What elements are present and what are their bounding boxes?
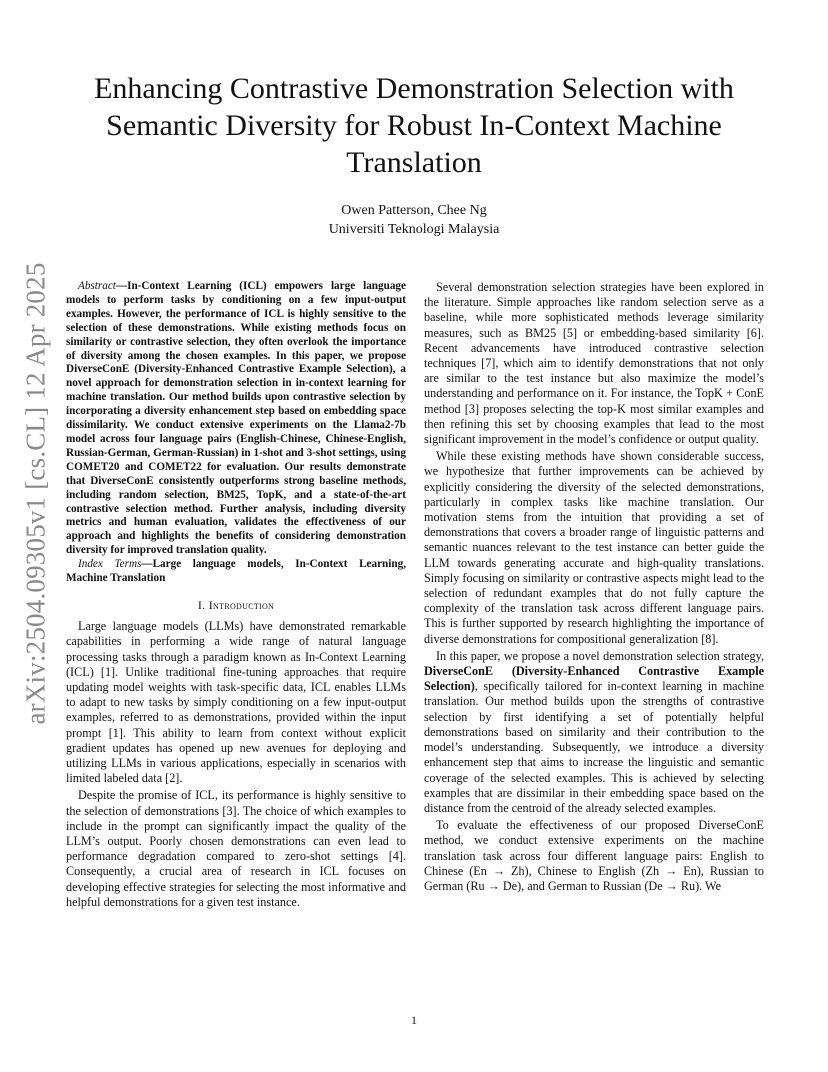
left-column: [66, 280, 406, 910]
paper-title: Enhancing Contrastive Demonstration Selection with Semantic Diversity for Robust In-Context Machine Translation: [94, 72, 734, 179]
body-paragraph-1: Several demonstration selection strategies have been explored in the literature. Simple approaches like random selection serve as a baseline, while more sophisticated methods leverage similarity measures, such as BM25 [5] or embedding-based similarity [6]. Recent advancements have introduced contrastive selection techniques [7], which aim to identify demonstrations that not only are similar to the test instance but also maximize the model’s understanding and performance on it. For instance, the TopK + ConE method [3] proposes selecting the top-K most similar examples and then refining this set by choosing examples that lead to the most significant improvement in the model’s confidence or output quality.: [424, 280, 764, 447]
index-terms-text: —Large language models, In-Context Learning, Machine Translation: [66, 558, 406, 585]
page-number: 1: [411, 1013, 417, 1027]
right-column: [424, 280, 764, 894]
abstract: [66, 280, 406, 558]
paragraph-3-rest: , specifically tailored for in-context learning in machine translation. Our method builds upon the strengths of contrastive selection by first identifying a set of potentially helpful demonstrations based on similarity and their contribution to the model’s understanding. Subsequently, we introduce a diversity enhancement step that aims to increase the linguistic and semantic coverage of the selected examples. This is achieved by selecting examples that are dissimilar in their embedding space based on the distance from the centroid of the already selected examples.: [424, 679, 764, 815]
body-paragraph-4: To evaluate the effectiveness of our proposed DiverseConE method, we conduct extensive experiments on the machine translation task across four different language pairs: English to Chinese (En → Zh), Chinese to English (Zh → En), Russian to German (Ru → De), and German to Russian (De → Ru). We: [424, 818, 764, 893]
arxiv-id: arXiv:2504.09305v1 [cs.CL] 12 Apr 2025: [20, 261, 51, 725]
author-names: Owen Patterson, Chee Ng: [341, 203, 487, 218]
abstract-label: Abstract: [78, 280, 116, 292]
body-paragraph-2: While these existing methods have shown considerable success, we hypothesize that further improvements can be achieved by explicitly considering the diversity of the selected demonstrations, particularly in complex tasks like machine translation. Our motivation stems from the intuition that providing a set of demonstrations that covers a broader range of linguistic patterns and semantic nuances relevant to the test instance can better guide the LLM towards generating accurate and high-quality translations. Simply focusing on similarity or contrastive aspects might lead to the selection of redundant examples that do not fully capture the complexity of the translation task across different language pairs. This is further supported by research highlighting the importance of diverse demonstrations for compositional generalization [8].: [424, 449, 764, 646]
intro-paragraph-1: Large language models (LLMs) have demonstrated remarkable capabilities in performing a wide range of natural language processing tasks through a paradigm known as In-Context Learning (ICL) [1]. Unlike traditional fine-tuning approaches that require updating model weights with task-specific data, ICL enables LLMs to adapt to new tasks by simply conditioning on a few input-output examples, referred to as demonstrations, provided within the input prompt [1]. This ability to learn from context without explicit gradient updates has opened up new avenues for deploying and utilizing LLMs in various applications, especially in scenarios with limited labeled data [2].: [66, 619, 406, 786]
abstract-text: —In-Context Learning (ICL) empowers large language models to perform tasks by conditioning on a few input-output examples. However, the performance of ICL is highly sensitive to the selection of these demonstrations. While existing methods focus on similarity or contrastive selection, they often overlook the importance of diversity among the chosen examples. In this paper, we propose DiverseConE (Diversity-Enhanced Contrastive Example Selection), a novel approach for demonstration selection in in-context learning for machine translation. Our method builds upon contrastive selection by incorporating a diversity enhancement step based on embedding space dissimilarity. We conduct extensive experiments on the Llama2-7b model across four language pairs (English-Chinese, Chinese-English, Russian-German, German-Russian) in 1-shot and 3-shot settings, using COMET20 and COMET22 for evaluation. Our results demonstrate that DiverseConE consistently outperforms strong baseline methods, including random selection, BM25, TopK, and a state-of-the-art contrastive selection method. Further analysis, including diversity metrics and human evaluation, validates the effectiveness of our approach and highlights the benefits of considering demonstration diversity for improved translation quality.: [66, 280, 406, 557]
author-affiliation: Universiti Teknologi Malaysia: [328, 222, 500, 237]
section-title: Introduction: [208, 597, 275, 612]
author-block: [80, 201, 748, 239]
paragraph-3-lead: In this paper, we propose a novel demonstration selection strategy,: [436, 648, 764, 663]
arxiv-watermark: [20, 258, 51, 728]
index-terms: [66, 558, 406, 586]
intro-paragraph-2: Despite the promise of ICL, its performance is highly sensitive to the selection of demonstrations [3]. The choice of which examples to include in the prompt can significantly impact the quality of the LLM’s output. Poorly chosen demonstrations can even lead to performance degradation compared to zero-shot settings [4]. Consequently, a crucial area of research in ICL focuses on developing effective strategies for selecting the most informative and helpful demonstrations for a given test instance.: [66, 788, 406, 909]
index-terms-label: Index Terms: [78, 558, 142, 571]
section-heading-introduction: [66, 598, 406, 613]
body-paragraph-3: [424, 649, 764, 816]
section-numeral: I.: [197, 597, 209, 612]
method-name-bold: DiverseConE (Diversity-Enhanced Contrastive Example Selection): [424, 664, 764, 694]
